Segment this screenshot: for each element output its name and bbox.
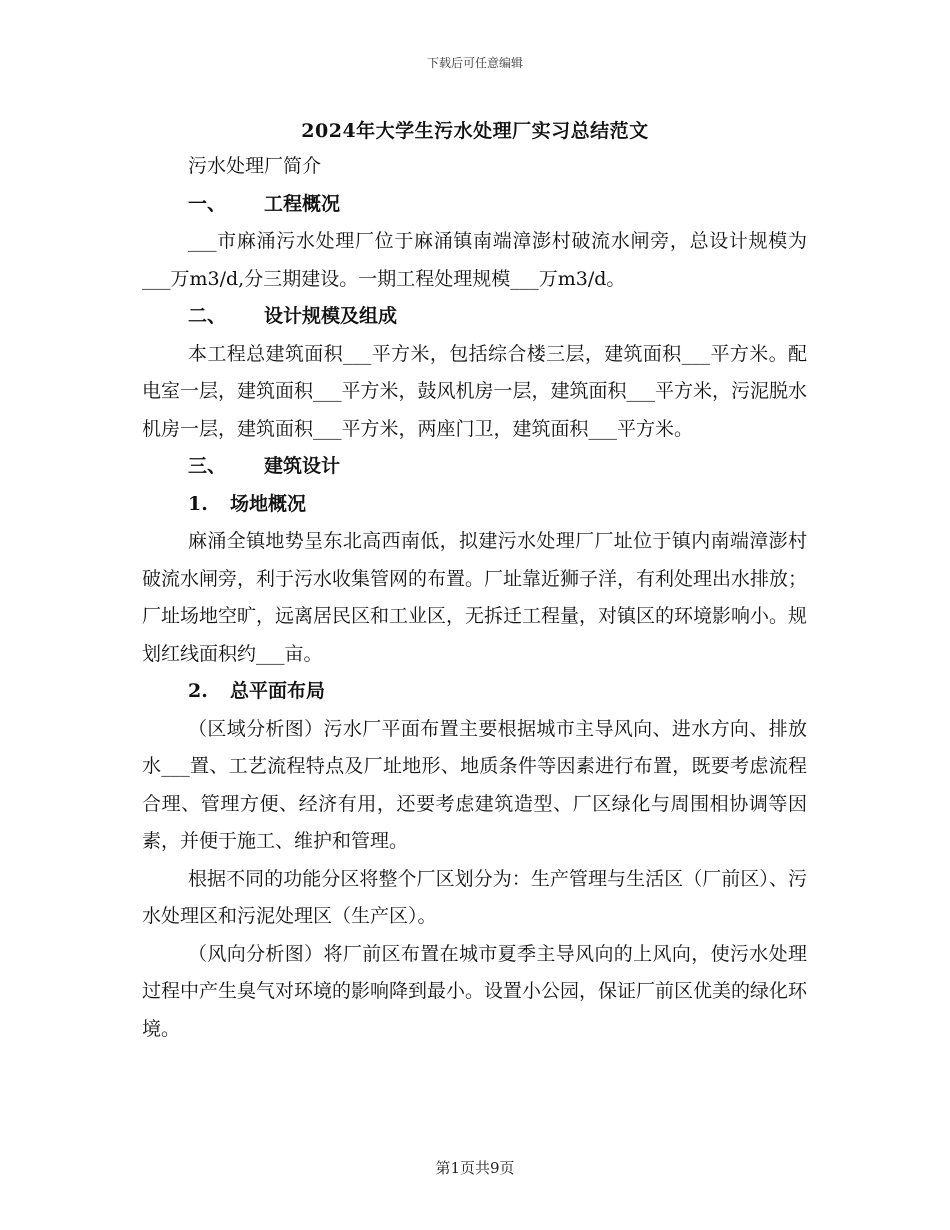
paragraph: 麻涌全镇地势呈东北高西南低，拟建污水处理厂厂址位于镇内南端漳澎村破流水闸旁，利于污水收集管网的布置。厂址靠近狮子洋，有利处理出水排放；厂址场地空旷，远离居民区和工业区，无拆迁工程量，对镇区的环境影响小。规划红线面积约___亩。 — [142, 530, 808, 665]
section-title: 工程概况 — [264, 192, 341, 215]
document-title: 2024年大学生污水处理厂实习总结范文 — [301, 120, 649, 142]
subsection-heading-2 — [142, 673, 807, 711]
subsection-title: 总平面布局 — [230, 680, 326, 702]
section-number: 一、 — [188, 192, 227, 215]
subsection-heading-1 — [142, 486, 807, 524]
paragraph: （风向分析图）将厂前区布置在城市夏季主导风向的上风向，使污水处理过程中产生臭气对环境的影响降到最小。设置小公园，保证厂前区优美的绿化环境。 — [142, 942, 808, 1040]
paragraph: 本工程总建筑面积___平方米，包括综合楼三层，建筑面积___平方米。配电室一层，建筑面积___平方米，鼓风机房一层，建筑面积___平方米，污泥脱水机房一层，建筑面积___平方米，两座门卫，建筑面积___平方米。 — [142, 342, 808, 440]
page-footer: 第1页共9页 — [435, 1159, 515, 1177]
section-title: 建筑设计 — [264, 455, 341, 477]
section-number: 三、 — [188, 455, 227, 477]
subsection-title: 场地概况 — [230, 492, 307, 515]
paragraph: ___市麻涌污水处理厂位于麻涌镇南端漳澎村破流水闸旁，总设计规模为___万m3/d,分三期建设。一期工程处理规模___万m3/d。 — [142, 230, 807, 290]
document-body — [142, 148, 807, 1048]
section-heading-2 — [142, 298, 807, 336]
paragraph: （区域分析图）污水厂平面布置主要根据城市主导风向、进水方向、排放水___置、工艺流程特点及厂址地形、地质条件等因素进行布置，既要考虑流程合理、管理方便、经济有用，还要考虑建筑造型、厂区绿化与周围相协调等因素，并便于施工、维护和管理。 — [142, 717, 807, 852]
intro-line: 污水处理厂简介 — [188, 155, 322, 177]
section-heading-1 — [142, 186, 807, 224]
section-number: 二、 — [188, 305, 227, 327]
subsection-number: 2. — [188, 680, 208, 702]
paragraph: 根据不同的功能分区将整个厂区划分为：生产管理与生活区（厂前区）、污水处理区和污泥处理区（生产区）。 — [142, 867, 807, 927]
section-heading-3 — [142, 448, 807, 486]
subsection-number: 1. — [188, 492, 208, 515]
section-title: 设计规模及组成 — [264, 305, 398, 327]
page-header: 下载后可任意编辑 — [426, 56, 523, 70]
